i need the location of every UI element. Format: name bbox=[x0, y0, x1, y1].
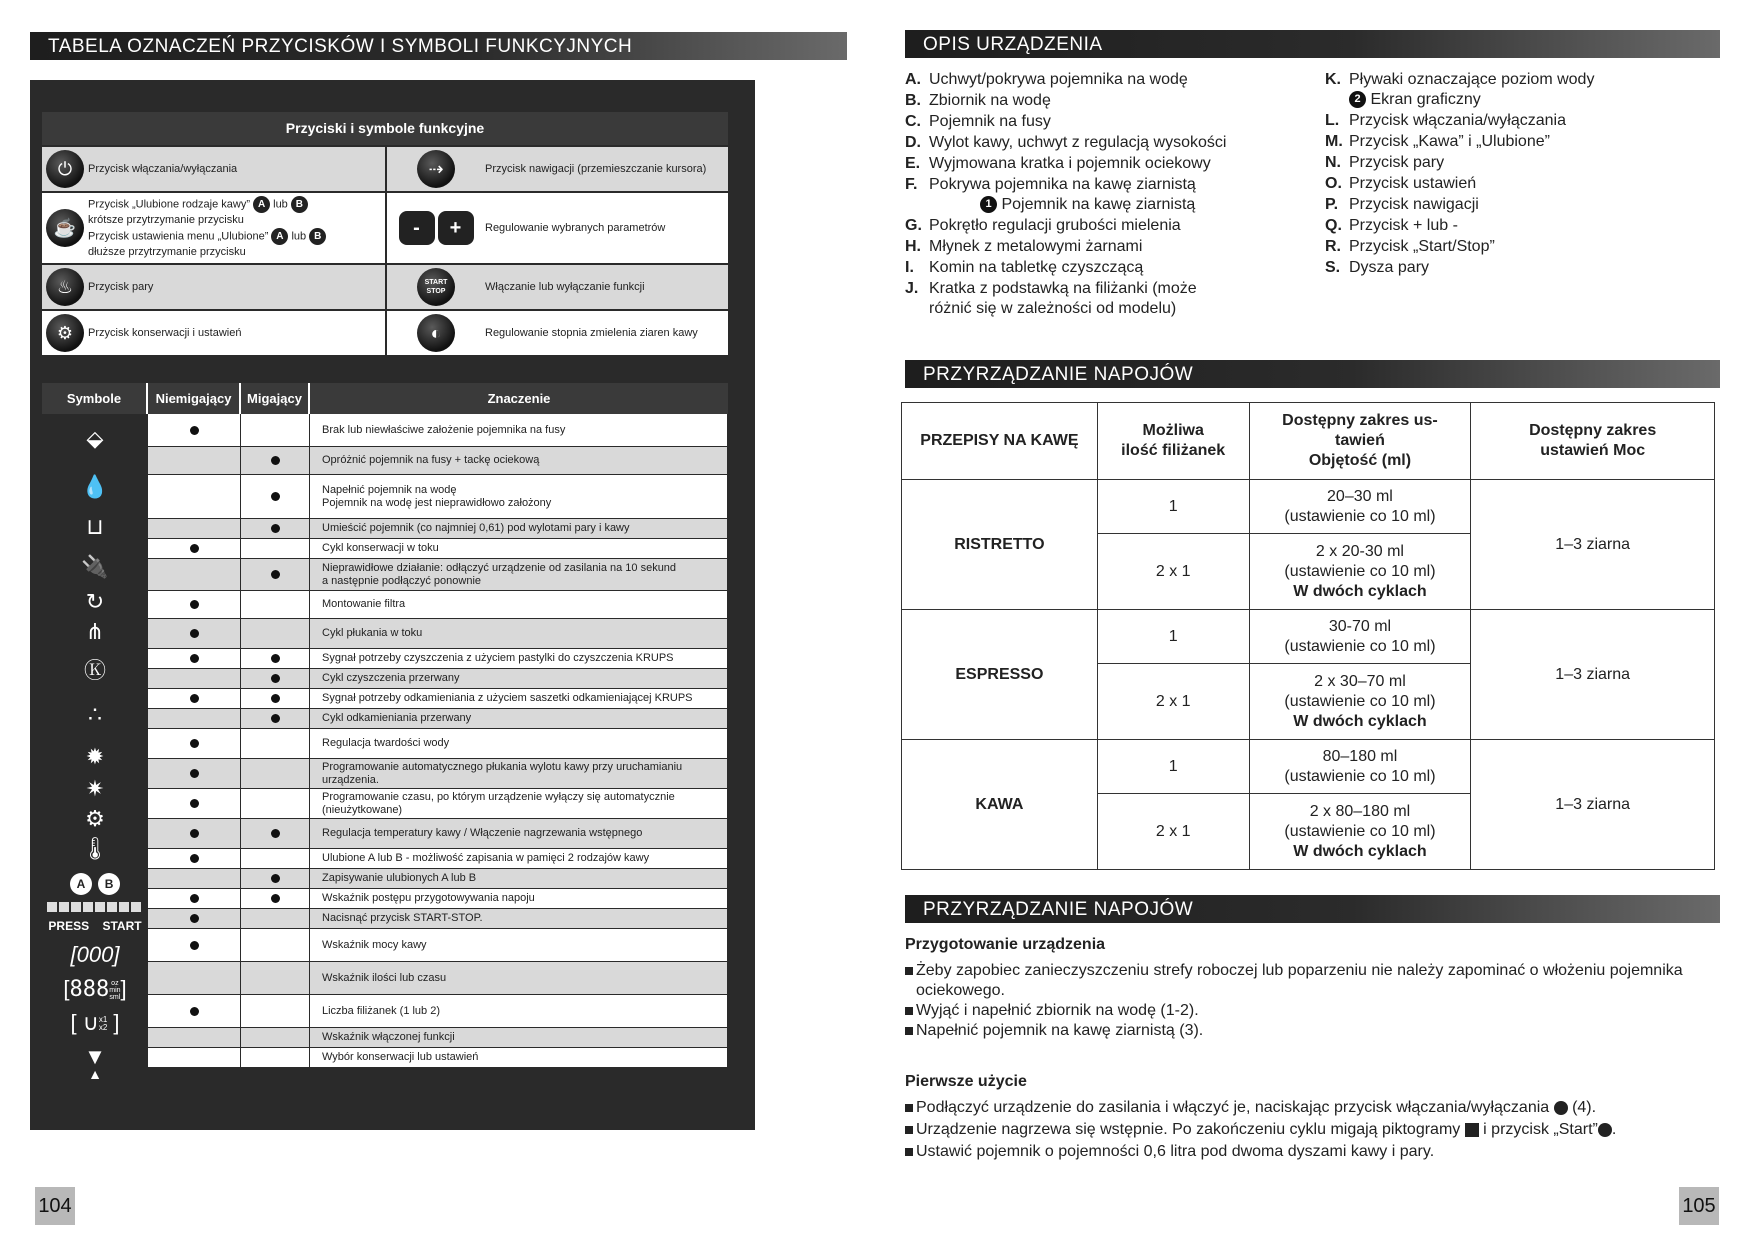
part-item: F. Pokrywa pojemnika na kawę ziarnistą 1 Pojemnik na kawę ziarnistą bbox=[905, 176, 1196, 213]
favorites-label-1: Przycisk „Ulubione rodzaje kawy” bbox=[88, 198, 250, 211]
cups-cell: 1 bbox=[1097, 740, 1249, 794]
strength-cell: 1–3 ziarna bbox=[1471, 740, 1715, 870]
steady-cell bbox=[148, 559, 241, 590]
steady-cell bbox=[148, 759, 241, 788]
volume-cell: 20–30 ml (ustawienie co 10 ml) bbox=[1249, 480, 1471, 534]
navigation-button-label: Przycisk nawigacji (przemieszczanie kursora) bbox=[485, 162, 707, 175]
settings-button-label: Przycisk konserwacji i ustawień bbox=[88, 326, 242, 339]
meaning-cell: Opróżnić pojemnik na fusy + tackę ociekową bbox=[310, 447, 728, 474]
recipes-header-cell: Możliwa ilość filiżanek bbox=[1097, 403, 1249, 480]
minus-plus-icon: - + bbox=[399, 211, 474, 245]
cups-cell: 1 bbox=[1097, 610, 1249, 664]
steady-cell bbox=[148, 789, 241, 818]
recipes-header-cell: Dostępny zakres ustawień Moc bbox=[1471, 403, 1715, 480]
heart-a-icon: A bbox=[253, 196, 270, 213]
cups-cell: 2 x 1 bbox=[1097, 664, 1249, 740]
volume-cell: 2 x 80–180 ml (ustawienie co 10 ml) W dwóch cyklach bbox=[1249, 794, 1471, 870]
blink-dot bbox=[271, 456, 280, 465]
part-item: K. Pływaki oznaczające poziom wody 2 Ekran graficzny bbox=[1325, 71, 1595, 108]
start-stop-icon bbox=[1598, 1123, 1612, 1137]
first-use-item: Urządzenie nagrzewa się wstępnie. Po zakończeniu cyklu migają piktogramy i przycisk „Start” . bbox=[905, 1120, 1725, 1140]
description-col2 bbox=[1325, 70, 1725, 279]
blink-cell bbox=[241, 929, 310, 961]
auto-off-icon: ⚙ bbox=[85, 806, 105, 831]
steady-dot bbox=[190, 894, 199, 903]
blink-cell bbox=[241, 559, 310, 590]
cups-cell: 1 bbox=[1097, 480, 1249, 534]
blink-cell bbox=[241, 619, 310, 648]
steady-cell bbox=[148, 1048, 241, 1067]
grind-label: Regulowanie stopnia zmielenia ziaren kawy bbox=[485, 326, 698, 339]
part-item: C. Pojemnik na fusy bbox=[905, 113, 1051, 130]
blink-cell bbox=[241, 849, 310, 868]
strength-cell: 1–3 ziarna bbox=[1471, 610, 1715, 740]
col-blink: Migający bbox=[241, 383, 310, 414]
heart-b-icon: B bbox=[291, 196, 308, 213]
description-header: OPIS URZĄDZENIA bbox=[905, 30, 1720, 58]
steady-cell bbox=[148, 962, 241, 994]
part-item: B. Zbiornik na wodę bbox=[905, 92, 1051, 109]
gear-icon: ⚙ bbox=[46, 314, 84, 352]
volume-cell: 2 x 20-30 ml (ustawienie co 10 ml) W dwóch cyklach bbox=[1249, 534, 1471, 610]
buttons-row bbox=[42, 145, 728, 191]
recipes-table bbox=[901, 402, 1715, 870]
meaning-cell: Nacisnąć przycisk START-STOP. bbox=[310, 909, 728, 928]
water-tank-icon: 💧 bbox=[81, 474, 109, 499]
buttons-row: ☕ Przycisk „Ulubione rodzaje kawy” A lub B krótsze przytrzymanie przycisku Przycisk ustawienia menu „Ulubione” A lub B dłuższe przytrzymanie przycisku - + Regulowanie wybranych parametrów bbox=[42, 191, 728, 263]
place-container-icon: ⊔ bbox=[86, 514, 104, 539]
blink-cell bbox=[241, 889, 310, 908]
volume-cell: 2 x 30–70 ml (ustawienie co 10 ml) W dwóch cyklach bbox=[1249, 664, 1471, 740]
recipe-name: RISTRETTO bbox=[902, 480, 1098, 610]
part-item: G. Pokrętło regulacji grubości mielenia bbox=[905, 217, 1181, 234]
part-item: A. Uchwyt/pokrywa pojemnika na wodę bbox=[905, 71, 1188, 88]
steady-cell bbox=[148, 709, 241, 728]
page-number-left: 104 bbox=[35, 1187, 75, 1225]
steady-dot bbox=[190, 426, 199, 435]
meaning-cell: Montowanie filtra bbox=[310, 591, 728, 618]
steady-dot bbox=[190, 600, 199, 609]
favorites-label-4: dłuższe przytrzymanie przycisku bbox=[88, 246, 246, 258]
steady-cell bbox=[148, 995, 241, 1027]
meaning-cell: Programowanie automatycznego płukania wylotu kawy przy uruchamianiu urządzenia. bbox=[310, 759, 728, 788]
cups-cell: 2 x 1 bbox=[1097, 794, 1249, 870]
steam-button-label: Przycisk pary bbox=[88, 280, 154, 293]
steady-cell bbox=[148, 909, 241, 928]
meaning-cell: Regulacja temperatury kawy / Włączenie nagrzewania wstępnego bbox=[310, 819, 728, 848]
steady-cell bbox=[148, 475, 241, 518]
cups-count-icon: [ ∪x1 x2 ] bbox=[70, 1010, 120, 1035]
symbols-table-header bbox=[42, 383, 728, 414]
number-badge: 2 bbox=[1349, 91, 1366, 108]
blink-cell bbox=[241, 447, 310, 474]
steady-cell bbox=[148, 689, 241, 708]
blink-dot bbox=[271, 654, 280, 663]
blink-dot bbox=[271, 694, 280, 703]
blink-cell bbox=[241, 539, 310, 558]
left-section-header: TABELA OZNACZEŃ PRZYCISKÓW I SYMBOLI FUNKCYJNYCH bbox=[30, 32, 847, 60]
meaning-cell: Sygnał potrzeby czyszczenia z użyciem pastylki do czyszczenia KRUPS bbox=[310, 649, 728, 668]
part-item: D. Wylot kawy, uchwyt z regulacją wysokości bbox=[905, 134, 1227, 151]
col-symbols: Symbole bbox=[42, 383, 148, 414]
blink-dot bbox=[271, 714, 280, 723]
recipes-header-cell: Dostępny zakres us- tawień Objętość (ml) bbox=[1249, 403, 1471, 480]
blink-cell bbox=[241, 995, 310, 1027]
steady-cell bbox=[148, 889, 241, 908]
steady-dot bbox=[190, 829, 199, 838]
steady-cell bbox=[148, 849, 241, 868]
steady-dot bbox=[190, 941, 199, 950]
descaling-icon: ∴ bbox=[88, 702, 102, 727]
number-badge: 1 bbox=[980, 196, 997, 213]
cups-cell: 2 x 1 bbox=[1097, 534, 1249, 610]
blink-cell bbox=[241, 759, 310, 788]
coffee-cup-icon: ☕ bbox=[46, 209, 84, 247]
meaning-cell: Umieścić pojemnik (co najmniej 0,61) pod wylotami pary i kawy bbox=[310, 519, 728, 538]
start-stop-label: Włączanie lub wyłączanie funkcji bbox=[485, 280, 645, 293]
steady-dot bbox=[190, 694, 199, 703]
steady-dot bbox=[190, 544, 199, 553]
blink-cell bbox=[241, 1028, 310, 1047]
rinse-icon: ⋔ bbox=[85, 619, 105, 644]
steady-dot bbox=[190, 799, 199, 808]
start-stop-icon: START STOP bbox=[417, 268, 455, 306]
strength-indicator-icon: [000] bbox=[70, 942, 120, 967]
meaning-cell: Wybór konserwacji lub ustawień bbox=[310, 1048, 728, 1067]
steady-cell bbox=[148, 669, 241, 688]
grounds-container-icon: ⬙ bbox=[86, 426, 104, 451]
recipes-header-cell: PRZEPISY NA KAWĘ bbox=[902, 403, 1098, 480]
blink-cell bbox=[241, 962, 310, 994]
favorites-label-3: Przycisk ustawienia menu „Ulubione” bbox=[88, 230, 269, 243]
meaning-cell: Ulubione A lub B - możliwość zapisania w pamięci 2 rodzajów kawy bbox=[310, 849, 728, 868]
description-col1 bbox=[905, 70, 1325, 320]
steady-dot bbox=[190, 629, 199, 638]
steady-cell bbox=[148, 447, 241, 474]
meaning-cell: Cykl odkamieniania przerwany bbox=[310, 709, 728, 728]
blink-cell bbox=[241, 789, 310, 818]
buttons-table-title: Przyciski i symbole funkcyjne bbox=[42, 112, 728, 145]
part-item: P. Przycisk nawigacji bbox=[1325, 196, 1479, 213]
prep-title: Przygotowanie urządzenia bbox=[905, 936, 1106, 953]
steady-cell bbox=[148, 819, 241, 848]
steady-dot bbox=[190, 1007, 199, 1016]
meaning-cell: Nieprawidłowe działanie: odłączyć urządzenie od zasilania na 10 sekund a następnie podłączyć ponownie bbox=[310, 559, 728, 590]
quantity-display-icon: [888 oz min sml] bbox=[63, 976, 127, 1002]
part-item: N. Przycisk pary bbox=[1325, 154, 1445, 171]
meaning-cell: Napełnić pojemnik na wodę Pojemnik na wodę jest nieprawidłowo założony bbox=[310, 475, 728, 518]
steady-cell bbox=[148, 414, 241, 446]
blink-dot bbox=[271, 570, 280, 579]
steady-cell bbox=[148, 619, 241, 648]
filter-icon: ↻ bbox=[85, 589, 105, 614]
page-number-right: 105 bbox=[1679, 1187, 1719, 1225]
water-tank-icon bbox=[1465, 1123, 1479, 1137]
part-item: H. Młynek z metalowymi żarnami bbox=[905, 238, 1143, 255]
first-use-title: Pierwsze użycie bbox=[905, 1073, 1027, 1090]
active-function-triangle-icon: ▼ bbox=[84, 1044, 106, 1069]
blink-dot bbox=[271, 674, 280, 683]
steady-cell bbox=[148, 729, 241, 758]
blink-dot bbox=[271, 894, 280, 903]
col-steady: Niemigający bbox=[148, 383, 241, 414]
meaning-cell: Regulacja twardości wody bbox=[310, 729, 728, 758]
meaning-cell: Wskaźnik włączonej funkcji bbox=[310, 1028, 728, 1047]
steady-cell bbox=[148, 869, 241, 888]
first-use-list bbox=[905, 1098, 1725, 1164]
blink-dot bbox=[271, 524, 280, 533]
drinks-header-2: PRZYRZĄDZANIE NAPOJÓW bbox=[905, 895, 1720, 923]
meaning-cell: Wskaźnik mocy kawy bbox=[310, 929, 728, 961]
volume-cell: 30-70 ml (ustawienie co 10 ml) bbox=[1249, 610, 1471, 664]
recipe-row bbox=[902, 740, 1715, 794]
blink-cell bbox=[241, 519, 310, 538]
symbols-table bbox=[42, 383, 728, 1082]
blink-cell bbox=[241, 414, 310, 446]
progress-bar-icon bbox=[42, 902, 148, 912]
prep-item: Napełnić pojemnik na kawę ziarnistą (3). bbox=[905, 1021, 1725, 1041]
first-use-item: Podłączyć urządzenie do zasilania i włączyć je, naciskając przycisk włączania/wyłączania (4). bbox=[905, 1098, 1725, 1118]
power-icon: ⏻ bbox=[46, 150, 84, 188]
steady-dot bbox=[190, 654, 199, 663]
meaning-cell: Wskaźnik ilości lub czasu bbox=[310, 962, 728, 994]
first-use-item: Ustawić pojemnik o pojemności 0,6 litra pod dwoma dyszami kawy i pary. bbox=[905, 1142, 1725, 1162]
blink-cell bbox=[241, 709, 310, 728]
steam-icon: ♨ bbox=[46, 268, 84, 306]
recipes-header-row bbox=[902, 403, 1715, 480]
part-item: J. Kratka z podstawką na filiżanki (może różnić się w zależności od modelu) bbox=[905, 280, 1197, 317]
prep-item: Wyjąć i napełnić zbiornik na wodę (1-2). bbox=[905, 1001, 1725, 1021]
blink-cell bbox=[241, 669, 310, 688]
favorites-label-2: krótsze przytrzymanie przycisku bbox=[88, 214, 244, 226]
symbols-table-body bbox=[42, 414, 728, 1082]
blink-cell bbox=[241, 689, 310, 708]
power-button-label: Przycisk włączania/wyłączania bbox=[88, 162, 238, 175]
recipe-row bbox=[902, 610, 1715, 664]
blink-cell bbox=[241, 1048, 310, 1067]
strength-cell: 1–3 ziarna bbox=[1471, 480, 1715, 610]
steady-cell bbox=[148, 1028, 241, 1047]
meaning-cell: Cykl płukania w toku bbox=[310, 619, 728, 648]
navigation-arrow-icon: ⇢ bbox=[417, 150, 455, 188]
recipe-row bbox=[902, 480, 1715, 534]
part-item: E. Wyjmowana kratka i pojemnik ociekowy bbox=[905, 155, 1211, 172]
steady-cell bbox=[148, 539, 241, 558]
recipe-name: ESPRESSO bbox=[902, 610, 1098, 740]
steady-dot bbox=[190, 914, 199, 923]
meaning-cell: Programowanie czasu, po którym urządzenie wyłączy się automatycznie (nieużytkowane) bbox=[310, 789, 728, 818]
heart-a-icon: A bbox=[271, 228, 288, 245]
unplug-icon: 🔌 bbox=[81, 554, 109, 579]
steady-cell bbox=[148, 649, 241, 668]
cleaning-tablet-icon: Ⓚ bbox=[83, 658, 106, 683]
prep-list bbox=[905, 961, 1725, 1041]
part-item: L. Przycisk włączania/wyłączania bbox=[1325, 112, 1566, 129]
col-meaning: Znaczenie bbox=[487, 391, 551, 406]
water-hardness-icon: ✹ bbox=[85, 744, 105, 769]
part-item: O. Przycisk ustawień bbox=[1325, 175, 1477, 192]
blink-cell bbox=[241, 909, 310, 928]
heart-b-icon: B bbox=[309, 228, 326, 245]
blink-cell bbox=[241, 869, 310, 888]
blink-dot bbox=[271, 492, 280, 501]
part-item: Q. Przycisk + lub - bbox=[1325, 217, 1458, 234]
blink-cell bbox=[241, 475, 310, 518]
blink-cell bbox=[241, 729, 310, 758]
auto-rinse-icon: ✷ bbox=[85, 776, 105, 801]
meaning-cell: Liczba filiżanek (1 lub 2) bbox=[310, 995, 728, 1027]
meaning-cell: Wskaźnik postępu przygotowywania napoju bbox=[310, 889, 728, 908]
buttons-row bbox=[42, 263, 728, 309]
press-start-icon: PRESS START bbox=[48, 919, 142, 933]
part-item: I. Komin na tabletkę czyszczącą bbox=[905, 259, 1144, 276]
prep-item: Żeby zapobiec zanieczyszczeniu strefy roboczej lub poparzeniu nie należy zapominać o włożeniu pojemnika ociekowego. bbox=[905, 961, 1725, 1001]
grind-icon: ◐ bbox=[417, 314, 455, 352]
favorites-hearts-icon: A B bbox=[42, 870, 148, 896]
steady-dot bbox=[190, 739, 199, 748]
power-icon bbox=[1554, 1101, 1568, 1115]
thermometer-icon: 🌡 bbox=[81, 836, 109, 861]
steady-dot bbox=[190, 769, 199, 778]
steady-cell bbox=[148, 519, 241, 538]
meaning-cell: Zapisywanie ulubionych A lub B bbox=[310, 869, 728, 888]
meaning-cell: Cykl czyszczenia przerwany bbox=[310, 669, 728, 688]
settings-selection-triangle-icon: ▲ bbox=[88, 1066, 102, 1082]
blink-cell bbox=[241, 591, 310, 618]
blink-dot bbox=[271, 874, 280, 883]
blink-cell bbox=[241, 819, 310, 848]
steady-cell bbox=[148, 591, 241, 618]
meaning-cell: Brak lub niewłaściwe założenie pojemnika na fusy bbox=[310, 414, 728, 446]
blink-cell bbox=[241, 649, 310, 668]
part-item: S. Dysza pary bbox=[1325, 259, 1430, 276]
blink-dot bbox=[271, 829, 280, 838]
recipe-name: KAWA bbox=[902, 740, 1098, 870]
part-item: R. Przycisk „Start/Stop” bbox=[1325, 238, 1495, 255]
steady-cell bbox=[148, 929, 241, 961]
buttons-row bbox=[42, 309, 728, 355]
adjust-parameters-label: Regulowanie wybranych parametrów bbox=[485, 221, 666, 234]
drinks-header: PRZYRZĄDZANIE NAPOJÓW bbox=[905, 360, 1720, 388]
meaning-cell: Sygnał potrzeby odkamieniania z użyciem saszetki odkamieniającej KRUPS bbox=[310, 689, 728, 708]
part-item: M. Przycisk „Kawa” i „Ulubione” bbox=[1325, 133, 1550, 150]
volume-cell: 80–180 ml (ustawienie co 10 ml) bbox=[1249, 740, 1471, 794]
meaning-cell: Cykl konserwacji w toku bbox=[310, 539, 728, 558]
steady-dot bbox=[190, 854, 199, 863]
buttons-table bbox=[42, 112, 728, 355]
